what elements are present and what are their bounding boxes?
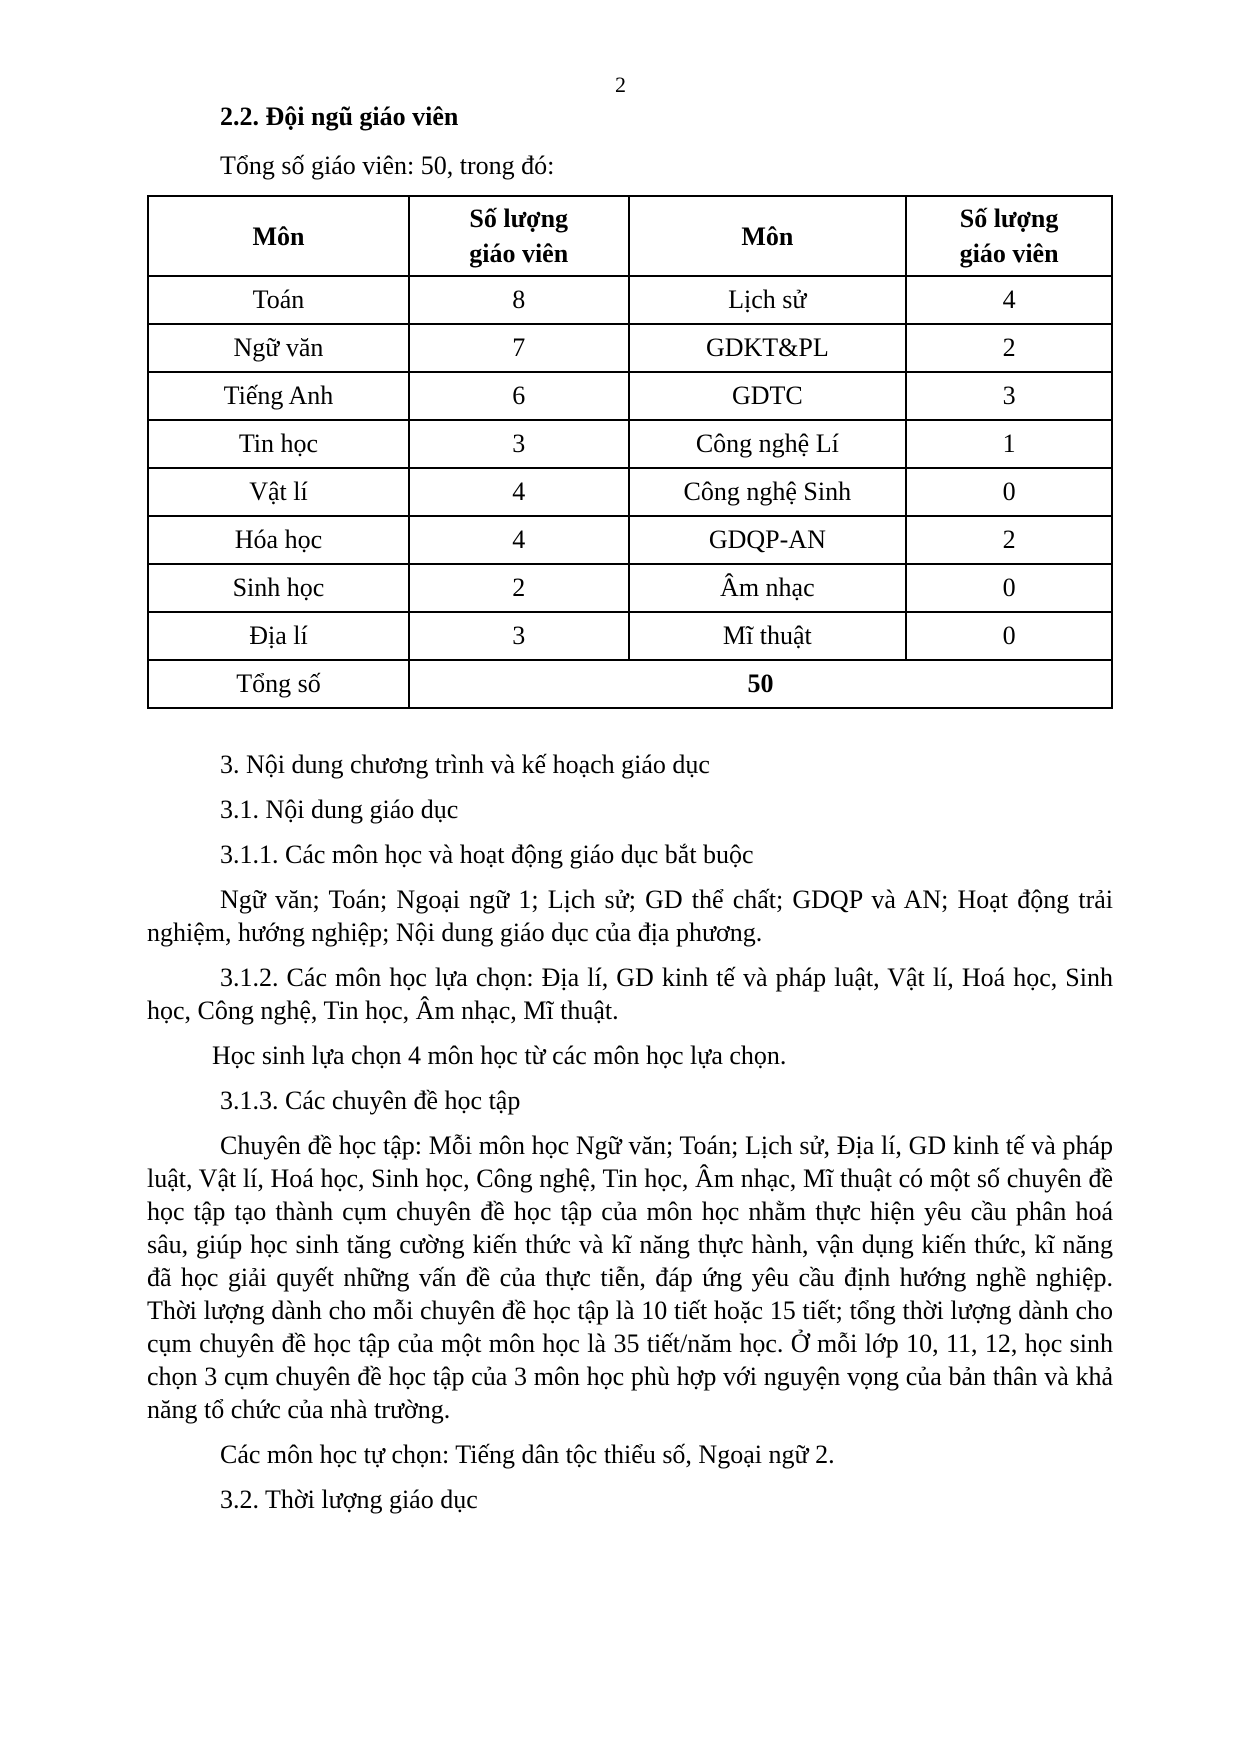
count-cell: 1 — [906, 420, 1112, 468]
subject-cell: Ngữ văn — [148, 324, 409, 372]
subject-cell: GDKT&PL — [629, 324, 907, 372]
header-count-right — [906, 196, 1112, 276]
count-cell: 2 — [906, 324, 1112, 372]
paragraph-student-choice: Học sinh lựa chọn 4 môn học từ các môn học lựa chọn. — [212, 1041, 787, 1070]
count-cell: 0 — [906, 468, 1112, 516]
count-cell: 7 — [409, 324, 629, 372]
count-cell: 2 — [906, 516, 1112, 564]
heading-3-2: 3.2. Thời lượng giáo dục — [220, 1485, 478, 1514]
subject-cell: Địa lí — [148, 612, 409, 660]
header-label: Môn — [252, 221, 305, 251]
subject-cell: GDTC — [629, 372, 907, 420]
subject-cell: Vật lí — [148, 468, 409, 516]
body-content — [147, 748, 1113, 1516]
header-label: Số lượng giáo viên — [959, 204, 1059, 268]
subject-cell: GDQP-AN — [629, 516, 907, 564]
header-label: Số lượng giáo viên — [469, 204, 569, 268]
header-label: Môn — [741, 221, 794, 251]
header-subject-left — [148, 196, 409, 276]
subject-cell: Sinh học — [148, 564, 409, 612]
header-count-left — [409, 196, 629, 276]
count-cell: 8 — [409, 276, 629, 324]
paragraph-mandatory-subjects: Ngữ văn; Toán; Ngoại ngữ 1; Lịch sử; GD thể chất; GDQP và AN; Hoạt động trải nghiệm, hướng nghiệp; Nội dung giáo dục của địa phương. — [147, 885, 1113, 947]
count-cell: 4 — [409, 516, 629, 564]
table-header-row — [148, 196, 1112, 276]
table-row — [148, 612, 1112, 660]
teacher-count-table — [147, 195, 1113, 709]
paragraph-elective-subjects: 3.1.2. Các môn học lựa chọn: Địa lí, GD kinh tế và pháp luật, Vật lí, Hoá học, Sinh học, Công nghệ, Tin học, Âm nhạc, Mĩ thuật. — [147, 963, 1113, 1025]
page-number: 2 — [615, 72, 626, 97]
table-total-row — [148, 660, 1112, 708]
paragraph-study-topics: Chuyên đề học tập: Mỗi môn học Ngữ văn; Toán; Lịch sử, Địa lí, GD kinh tế và pháp luật, Vật lí, Hoá học, Sinh học, Công nghệ, Tin học, Âm nhạc, Mĩ thuật có một số chuyên đề học tập tạo thành cụm chuyên đề học tập của môn học nhằm thực hiện yêu cầu phân hoá sâu, giúp học sinh tăng cường kiến thức và kĩ năng thực hành, vận dụng kiến thức, kĩ năng đã học giải quyết những vấn đề của thực tiễn, đáp ứng yêu cầu định hướng nghề nghiệp. Thời lượng dành cho mỗi chuyên đề học tập là 10 tiết hoặc 15 tiết; tổng thời lượng dành cho cụm chuyên đề học tập của một môn học là 35 tiết/năm học. Ở mỗi lớp 10, 11, 12, học sinh chọn 3 cụm chuyên đề học tập của 3 môn học phù hợp với nguyện vọng của bản thân và khả năng tổ chức của nhà trường. — [147, 1131, 1113, 1424]
subject-cell: Công nghệ Lí — [629, 420, 907, 468]
table-row — [148, 276, 1112, 324]
table-row — [148, 420, 1112, 468]
subject-cell: Âm nhạc — [629, 564, 907, 612]
heading-3-1: 3.1. Nội dung giáo dục — [220, 795, 459, 824]
count-cell: 4 — [906, 276, 1112, 324]
intro-text: Tổng số giáo viên: 50, trong đó: — [220, 151, 555, 180]
subject-cell: Lịch sử — [629, 276, 907, 324]
table-row — [148, 468, 1112, 516]
table-row — [148, 324, 1112, 372]
count-cell: 2 — [409, 564, 629, 612]
total-value-cell: 50 — [409, 660, 1112, 708]
table-row — [148, 372, 1112, 420]
paragraph-optional-subjects: Các môn học tự chọn: Tiếng dân tộc thiểu số, Ngoại ngữ 2. — [220, 1440, 835, 1469]
table-row — [148, 564, 1112, 612]
subject-cell: Toán — [148, 276, 409, 324]
heading-3: 3. Nội dung chương trình và kế hoạch giáo dục — [220, 750, 710, 779]
count-cell: 3 — [409, 420, 629, 468]
count-cell: 3 — [906, 372, 1112, 420]
heading-3-1-3: 3.1.3. Các chuyên đề học tập — [220, 1086, 521, 1115]
subject-cell: Tiếng Anh — [148, 372, 409, 420]
total-label-cell: Tổng số — [148, 660, 409, 708]
count-cell: 4 — [409, 468, 629, 516]
section-heading: 2.2. Đội ngũ giáo viên — [220, 102, 459, 131]
subject-cell: Tin học — [148, 420, 409, 468]
count-cell: 3 — [409, 612, 629, 660]
heading-3-1-1: 3.1.1. Các môn học và hoạt động giáo dục bắt buộc — [220, 840, 754, 869]
count-cell: 6 — [409, 372, 629, 420]
subject-cell: Hóa học — [148, 516, 409, 564]
subject-cell: Công nghệ Sinh — [629, 468, 907, 516]
subject-cell: Mĩ thuật — [629, 612, 907, 660]
count-cell: 0 — [906, 564, 1112, 612]
table-row — [148, 516, 1112, 564]
count-cell: 0 — [906, 612, 1112, 660]
header-subject-right — [629, 196, 907, 276]
